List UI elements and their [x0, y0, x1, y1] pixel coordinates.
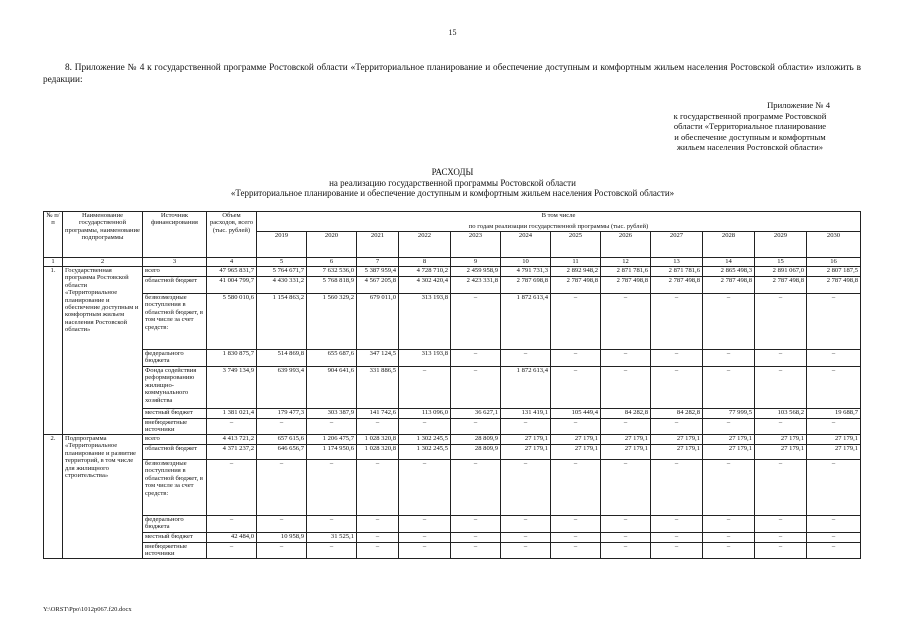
year-value-cell: – [307, 516, 357, 533]
column-number: 8 [399, 258, 451, 267]
year-value-cell: 141 742,6 [357, 409, 399, 419]
table-row [44, 516, 861, 533]
year-value-cell: 1 302 245,5 [399, 435, 451, 445]
total-value-cell: 41 004 799,7 [207, 277, 257, 294]
year-value-cell: – [755, 516, 807, 533]
year-value-cell: – [755, 294, 807, 350]
year-value-cell: 19 688,7 [807, 409, 861, 419]
page-number: 15 [448, 28, 457, 37]
year-value-cell: 904 641,6 [307, 367, 357, 409]
total-value-cell: – [207, 419, 257, 435]
year-value-cell: 1 560 329,2 [307, 294, 357, 350]
total-value-cell: 4 413 721,2 [207, 435, 257, 445]
year-value-cell: – [807, 294, 861, 350]
row-number: 2. [44, 435, 63, 559]
year-value-cell: – [703, 516, 755, 533]
year-value-cell: 27 179,1 [501, 445, 551, 460]
year-value-cell: 27 179,1 [755, 435, 807, 445]
year-value-cell: 4 302 420,4 [399, 277, 451, 294]
year-value-cell: – [807, 533, 861, 543]
year-value-cell: 303 387,9 [307, 409, 357, 419]
year-value-cell: 514 869,8 [257, 350, 307, 367]
year-value-cell: 5 768 818,9 [307, 277, 357, 294]
year-value-cell: – [257, 543, 307, 559]
funding-source: всего [143, 435, 207, 445]
year-value-cell: – [551, 350, 601, 367]
year-value-cell: 2 787 498,8 [807, 277, 861, 294]
year-value-cell: 1 154 863,2 [257, 294, 307, 350]
year-value-cell: 347 124,5 [357, 350, 399, 367]
year-value-cell: 2 459 958,9 [451, 267, 501, 277]
header-year: 2019 [257, 232, 307, 258]
year-value-cell: – [257, 516, 307, 533]
expenses-table [43, 211, 861, 559]
column-number: 14 [703, 258, 755, 267]
year-value-cell: 27 179,1 [501, 435, 551, 445]
year-value-cell: – [399, 419, 451, 435]
year-value-cell: 313 193,8 [399, 294, 451, 350]
year-value-cell: 646 656,7 [257, 445, 307, 460]
funding-source: областной бюджет [143, 277, 207, 294]
year-value-cell: 679 011,0 [357, 294, 399, 350]
year-value-cell: 27 179,1 [807, 435, 861, 445]
year-value-cell: – [399, 367, 451, 409]
year-value-cell: – [755, 460, 807, 516]
year-value-cell: – [551, 419, 601, 435]
year-value-cell: – [755, 350, 807, 367]
year-value-cell: – [399, 543, 451, 559]
table-row [44, 367, 861, 409]
table-row [44, 267, 861, 277]
funding-source: всего [143, 267, 207, 277]
year-value-cell: 639 993,4 [257, 367, 307, 409]
column-number: 2 [63, 258, 143, 267]
year-value-cell: 1 206 475,7 [307, 435, 357, 445]
header-name: Наименование государственной программы, наименование подпрограммы [63, 212, 143, 258]
year-value-cell: 179 477,3 [257, 409, 307, 419]
year-value-cell: 1 302 245,5 [399, 445, 451, 460]
year-value-cell: – [755, 543, 807, 559]
year-value-cell: 2 423 331,8 [451, 277, 501, 294]
year-value-cell: 2 787 498,8 [651, 277, 703, 294]
funding-source: местный бюджет [143, 409, 207, 419]
column-number: 10 [501, 258, 551, 267]
year-value-cell: – [807, 516, 861, 533]
table-row [44, 533, 861, 543]
year-value-cell: – [451, 294, 501, 350]
year-value-cell: 27 179,1 [551, 435, 601, 445]
year-value-cell: 36 627,1 [451, 409, 501, 419]
year-value-cell: 1 028 320,8 [357, 445, 399, 460]
year-value-cell: – [651, 543, 703, 559]
year-value-cell: – [257, 460, 307, 516]
year-value-cell: – [601, 367, 651, 409]
column-number: 11 [551, 258, 601, 267]
year-value-cell: 2 871 781,6 [651, 267, 703, 277]
table-row [44, 445, 861, 460]
year-value-cell: – [307, 543, 357, 559]
year-value-cell: 655 687,6 [307, 350, 357, 367]
year-value-cell: – [257, 419, 307, 435]
year-value-cell: 105 449,4 [551, 409, 601, 419]
column-number: 12 [601, 258, 651, 267]
funding-source: безвозмездные поступления в областной бюджет, в том числе за счет средств: [143, 460, 207, 516]
year-value-cell: 28 809,9 [451, 445, 501, 460]
year-value-cell: 4 567 205,8 [357, 277, 399, 294]
year-value-cell: 331 886,5 [357, 367, 399, 409]
year-value-cell: 4 728 710,2 [399, 267, 451, 277]
year-value-cell: – [601, 543, 651, 559]
total-value-cell: – [207, 516, 257, 533]
title-heading: РАСХОДЫ [431, 167, 474, 177]
funding-source: федерального бюджета [143, 350, 207, 367]
header-year: 2030 [807, 232, 861, 258]
year-value-cell: 84 282,8 [651, 409, 703, 419]
year-value-cell: 27 179,1 [703, 445, 755, 460]
year-value-cell: – [601, 516, 651, 533]
column-number: 4 [207, 258, 257, 267]
year-value-cell: 2 871 781,6 [601, 267, 651, 277]
total-value-cell: – [207, 460, 257, 516]
column-number: 15 [755, 258, 807, 267]
total-value-cell: 3 749 134,9 [207, 367, 257, 409]
column-number: 6 [307, 258, 357, 267]
year-value-cell: – [755, 533, 807, 543]
program-name: Государственная программа Ростовской области «Территориальное планирование и обеспечение доступным и комфортным жильем населения Ростовской области» [63, 267, 143, 435]
year-value-cell: 27 179,1 [601, 445, 651, 460]
year-value-cell: 2 891 067,0 [755, 267, 807, 277]
funding-source: местный бюджет [143, 533, 207, 543]
year-value-cell: 1 174 950,6 [307, 445, 357, 460]
year-value-cell: 27 179,1 [551, 445, 601, 460]
year-value-cell: 27 179,1 [807, 445, 861, 460]
year-value-cell: – [501, 516, 551, 533]
funding-source: безвозмездные поступления в областной бюджет, в том числе за счет средств: [143, 294, 207, 350]
year-value-cell: – [399, 460, 451, 516]
year-value-cell: – [501, 460, 551, 516]
appendix-line: жильем населения Ростовской области» [676, 142, 824, 153]
year-value-cell: – [551, 460, 601, 516]
year-value-cell: – [357, 460, 399, 516]
year-value-cell: – [755, 419, 807, 435]
total-value-cell: 1 830 875,7 [207, 350, 257, 367]
year-value-cell: 28 809,9 [451, 435, 501, 445]
year-value-cell: – [307, 419, 357, 435]
year-value-cell: – [551, 543, 601, 559]
total-value-cell: 42 484,0 [207, 533, 257, 543]
year-value-cell: 5 764 671,7 [257, 267, 307, 277]
year-value-cell: 84 282,8 [601, 409, 651, 419]
year-value-cell: 131 419,1 [501, 409, 551, 419]
year-value-cell: – [601, 294, 651, 350]
year-value-cell: 27 179,1 [651, 445, 703, 460]
total-value-cell: 4 371 237,2 [207, 445, 257, 460]
year-value-cell: 1 028 320,8 [357, 435, 399, 445]
year-value-cell: – [501, 533, 551, 543]
year-value-cell: – [357, 419, 399, 435]
header-year: 2025 [551, 232, 601, 258]
total-value-cell: 47 965 831,7 [207, 267, 257, 277]
intro-text: 8. Приложение № 4 к государственной программе Ростовской области «Территориальное планирование и обеспечение доступным и комфортным жильем населения Ростовской области» изложить в редакции: [43, 63, 861, 85]
year-value-cell: 4 791 731,3 [501, 267, 551, 277]
appendix-caption [640, 100, 860, 153]
year-value-cell: 2 787 698,8 [501, 277, 551, 294]
year-value-cell: 657 615,6 [257, 435, 307, 445]
table-row [44, 460, 861, 516]
funding-source: внебюджетные источники [143, 419, 207, 435]
footer-file-path: Y:\ORST\Ppo\1012p067.f20.docx [43, 606, 132, 613]
header-year: 2023 [451, 232, 501, 258]
year-value-cell: 27 179,1 [601, 435, 651, 445]
year-value-cell: 27 179,1 [703, 435, 755, 445]
table-row [44, 543, 861, 559]
year-value-cell: – [357, 533, 399, 543]
year-value-cell: 2 787 498,8 [551, 277, 601, 294]
header-year: 2024 [501, 232, 551, 258]
header-year: 2022 [399, 232, 451, 258]
year-value-cell: – [451, 350, 501, 367]
year-value-cell: – [307, 460, 357, 516]
header-source: Источник финансирования [143, 212, 207, 258]
appendix-line: и обеспечение доступным и комфортным [674, 131, 826, 142]
header-year: 2021 [357, 232, 399, 258]
year-value-cell: 1 872 613,4 [501, 367, 551, 409]
year-value-cell: – [703, 419, 755, 435]
year-value-cell: – [651, 350, 703, 367]
document-title [0, 167, 905, 199]
year-value-cell: 113 096,0 [399, 409, 451, 419]
year-value-cell: – [651, 516, 703, 533]
year-value-cell: – [703, 533, 755, 543]
year-value-cell: – [451, 460, 501, 516]
year-value-cell: 4 430 331,2 [257, 277, 307, 294]
year-value-cell: – [651, 367, 703, 409]
funding-source: областной бюджет [143, 445, 207, 460]
table-row [44, 294, 861, 350]
year-value-cell: – [601, 350, 651, 367]
funding-source: внебюджетные источники [143, 543, 207, 559]
year-value-cell: – [451, 419, 501, 435]
column-number: 3 [143, 258, 207, 267]
year-value-cell: – [807, 460, 861, 516]
year-value-cell: – [807, 367, 861, 409]
intro-paragraph [43, 63, 861, 86]
table-row [44, 350, 861, 367]
funding-source: федерального бюджета [143, 516, 207, 533]
year-value-cell: – [399, 516, 451, 533]
year-value-cell: – [755, 367, 807, 409]
year-value-cell: – [501, 419, 551, 435]
year-value-cell: – [807, 419, 861, 435]
year-value-cell: – [601, 533, 651, 543]
table-row [44, 419, 861, 435]
year-value-cell: 7 632 536,0 [307, 267, 357, 277]
year-value-cell: – [807, 350, 861, 367]
year-value-cell: – [357, 516, 399, 533]
year-value-cell: – [651, 460, 703, 516]
column-number: 7 [357, 258, 399, 267]
year-value-cell: – [551, 516, 601, 533]
year-value-cell: 27 179,1 [651, 435, 703, 445]
year-value-cell: 10 958,9 [257, 533, 307, 543]
year-value-cell: – [551, 533, 601, 543]
year-value-cell: – [651, 533, 703, 543]
year-value-cell: – [451, 533, 501, 543]
year-value-cell: 1 872 613,4 [501, 294, 551, 350]
year-value-cell: – [399, 533, 451, 543]
year-value-cell: – [357, 543, 399, 559]
year-value-cell: – [551, 294, 601, 350]
column-number: 9 [451, 258, 501, 267]
year-value-cell: 2 807 187,5 [807, 267, 861, 277]
year-value-cell: 313 193,8 [399, 350, 451, 367]
year-value-cell: – [703, 460, 755, 516]
total-value-cell: 1 381 021,4 [207, 409, 257, 419]
column-number: 1 [44, 258, 63, 267]
year-value-cell: – [601, 460, 651, 516]
header-year: 2028 [703, 232, 755, 258]
year-value-cell: – [651, 419, 703, 435]
header-num: № п/п [44, 212, 63, 258]
table-row [44, 435, 861, 445]
year-value-cell: – [451, 516, 501, 533]
header-year: 2027 [651, 232, 703, 258]
year-value-cell: 27 179,1 [755, 445, 807, 460]
year-value-cell: 2 892 948,2 [551, 267, 601, 277]
title-line: «Территориальное планирование и обеспечение доступным и комфортным жильем населения Ростовской области» [230, 188, 675, 198]
year-value-cell: – [703, 367, 755, 409]
header-incl-sub: по годам реализации государственной программы (тыс. рублей) [257, 223, 861, 232]
appendix-heading: Приложение № 4 [767, 100, 830, 110]
header-incl: В том числе [257, 212, 861, 223]
funding-source: Фонда содействия реформированию жилищно-коммунального хозяйства [143, 367, 207, 409]
header-year: 2020 [307, 232, 357, 258]
year-value-cell: – [451, 543, 501, 559]
year-value-cell: – [651, 294, 703, 350]
year-value-cell: 2 865 498,3 [703, 267, 755, 277]
year-value-cell: – [501, 543, 551, 559]
year-value-cell: – [703, 543, 755, 559]
appendix-line: к государственной программе Ростовской [673, 110, 827, 121]
year-value-cell: 103 568,2 [755, 409, 807, 419]
year-value-cell: 31 525,1 [307, 533, 357, 543]
year-value-cell: – [551, 367, 601, 409]
year-value-cell: – [601, 419, 651, 435]
row-number: 1. [44, 267, 63, 435]
year-value-cell: – [451, 367, 501, 409]
title-line: на реализацию государственной программы Ростовской области [329, 177, 576, 188]
program-name: Подпрограмма «Территориальное планирование и развитие территорий, в том числе для жилищного строительства» [63, 435, 143, 559]
appendix-line: области «Территориальное планирование [673, 121, 827, 132]
year-value-cell: 5 387 959,4 [357, 267, 399, 277]
year-value-cell: 77 999,5 [703, 409, 755, 419]
year-value-cell: 2 787 498,8 [601, 277, 651, 294]
column-number: 5 [257, 258, 307, 267]
column-number: 13 [651, 258, 703, 267]
header-year: 2026 [601, 232, 651, 258]
header-volume: Объем расходов, всего (тыс. рублей) [207, 212, 257, 258]
header-year: 2029 [755, 232, 807, 258]
total-value-cell: – [207, 543, 257, 559]
column-number: 16 [807, 258, 861, 267]
total-value-cell: 5 580 010,6 [207, 294, 257, 350]
table-row [44, 409, 861, 419]
year-value-cell: – [703, 294, 755, 350]
year-value-cell: – [501, 350, 551, 367]
year-value-cell: 2 787 498,8 [755, 277, 807, 294]
table-row [44, 277, 861, 294]
year-value-cell: – [807, 543, 861, 559]
year-value-cell: – [703, 350, 755, 367]
year-value-cell: 2 787 498,8 [703, 277, 755, 294]
